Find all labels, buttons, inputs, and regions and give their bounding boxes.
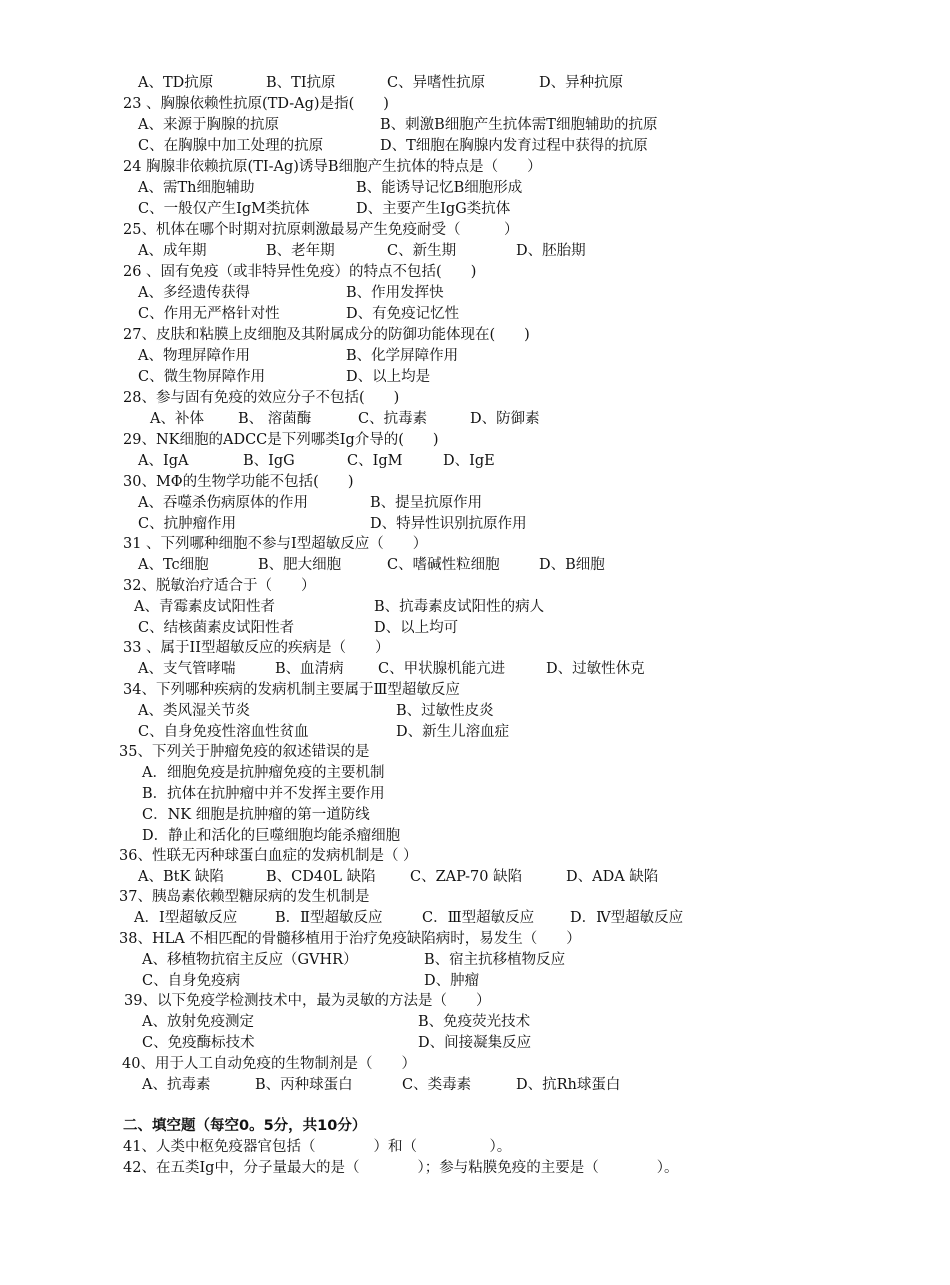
option-d: D、防御素 [470, 411, 540, 427]
question-text: 25、机体在哪个时期对抗原刺激最易产生免疫耐受（ ） [123, 222, 519, 238]
option-d: D、有免疫记忆性 [346, 306, 460, 322]
question-text: 23 、胸腺依赖性抗原(TD-Ag)是指( ) [123, 96, 389, 112]
option-a: A、多经遗传获得 [138, 285, 250, 301]
option-c: C、自身免疫病 [142, 973, 241, 989]
option-c: C、在胸腺中加工处理的抗原 [138, 138, 324, 154]
option-d: D、异种抗原 [539, 75, 624, 91]
option-d: D、特异性识别抗原作用 [370, 516, 527, 532]
question-text: 33 、属于II型超敏反应的疾病是（ ） [123, 640, 390, 656]
question-text: 32、脱敏治疗适合于（ ） [123, 578, 316, 594]
option-b: B、肥大细胞 [258, 557, 342, 573]
question-text: 29、NK细胞的ADCC是下列哪类Ig介导的( ) [123, 432, 439, 448]
option-a: A、抗毒素 [142, 1077, 211, 1093]
option-c: C．NK 细胞是抗肿瘤的第一道防线 [142, 807, 370, 823]
question-text: 26 、固有免疫（或非特异性免疫）的特点不包括( ) [123, 264, 477, 280]
option-a: A、吞噬杀伤病原体的作用 [138, 495, 308, 511]
option-a: A、TD抗原 [138, 75, 214, 91]
option-c: C、新生期 [387, 243, 457, 259]
option-d: D、新生儿溶血症 [396, 724, 510, 740]
option-c: C．Ⅲ型超敏反应 [422, 910, 535, 926]
option-b: B、提呈抗原作用 [370, 495, 483, 511]
option-c: C、甲状腺机能亢进 [378, 661, 506, 677]
option-b: B、血清病 [275, 661, 344, 677]
question-text: 28、参与固有免疫的效应分子不包括( ) [123, 390, 400, 406]
option-c: C、ZAP-70 缺陷 [410, 869, 523, 885]
option-d: D、间接凝集反应 [418, 1035, 532, 1051]
option-b: B、IgG [243, 453, 295, 469]
option-b: B、丙种球蛋白 [255, 1077, 353, 1093]
option-b: B、免疫荧光技术 [418, 1014, 531, 1030]
option-a: A、放射免疫测定 [142, 1014, 254, 1030]
option-d: D、以上均是 [346, 369, 431, 385]
option-b: B、刺激B细胞产生抗体需T细胞辅助的抗原 [380, 117, 658, 133]
option-a: A、物理屏障作用 [138, 348, 250, 364]
option-b: B．Ⅱ型超敏反应 [275, 910, 383, 926]
option-d: D、肿瘤 [424, 973, 480, 989]
option-a: A、类风湿关节炎 [138, 703, 250, 719]
option-b: B．抗体在抗肿瘤中并不发挥主要作用 [142, 786, 385, 802]
option-a: A、需Th细胞辅助 [138, 180, 255, 196]
option-a: A、移植物抗宿主反应（GVHR） [142, 952, 358, 968]
question-text: 40、用于人工自动免疫的生物制剂是（ ） [122, 1056, 416, 1072]
option-d: D、B细胞 [539, 557, 605, 573]
option-b: B、宿主抗移植物反应 [424, 952, 566, 968]
option-a: A．细胞免疫是抗肿瘤免疫的主要机制 [142, 765, 385, 781]
option-d: D、ADA 缺陷 [566, 869, 659, 885]
option-c: C、IgM [347, 453, 403, 469]
option-a: A、支气管哮喘 [138, 661, 236, 677]
option-a: A、Tc细胞 [138, 557, 209, 573]
option-c: C、免疫酶标技术 [142, 1035, 255, 1051]
option-c: C、抗肿瘤作用 [138, 516, 237, 532]
option-d: D、T细胞在胸腺内发育过程中获得的抗原 [380, 138, 648, 154]
option-c: C、抗毒素 [358, 411, 428, 427]
question-text: 41、人类中枢免疫器官包括（ ）和（ ）。 [123, 1139, 512, 1155]
option-b: B、化学屏障作用 [346, 348, 459, 364]
option-c: C、类毒素 [402, 1077, 472, 1093]
question-text: 38、HLA 不相匹配的骨髓移植用于治疗免疫缺陷病时，易发生（ ） [119, 931, 581, 947]
option-a: A、成年期 [138, 243, 207, 259]
option-c: C、嗜碱性粒细胞 [387, 557, 500, 573]
option-b: B、TI抗原 [266, 75, 336, 91]
option-b: B、作用发挥快 [346, 285, 444, 301]
section-title: 二、填空题（每空0。5分，共10分） [123, 1118, 367, 1134]
question-text: 37、胰岛素依赖型糖尿病的发生机制是 [119, 889, 370, 905]
option-a: A、来源于胸腺的抗原 [138, 117, 279, 133]
option-a: A．Ⅰ型超敏反应 [134, 910, 238, 926]
question-text: 35、下列关于肿瘤免疫的叙述错误的是 [119, 744, 370, 760]
option-d: D．Ⅳ型超敏反应 [570, 910, 684, 926]
question-text: 30、MΦ的生物学功能不包括( ) [123, 474, 354, 490]
question-text: 34、下列哪种疾病的发病机制主要属于Ⅲ型超敏反应 [123, 682, 460, 698]
option-b: B、抗毒素皮试阳性的病人 [374, 599, 545, 615]
option-b: B、过敏性皮炎 [396, 703, 494, 719]
option-c: C、异嗜性抗原 [387, 75, 486, 91]
option-d: D、胚胎期 [516, 243, 586, 259]
option-a: A、BtK 缺陷 [138, 869, 224, 885]
option-d: D、过敏性休克 [546, 661, 645, 677]
option-d: D、抗Rh球蛋白 [516, 1077, 621, 1093]
question-text: 24 胸腺非依赖抗原(TI-Ag)诱导B细胞产生抗体的特点是（ ） [123, 159, 542, 175]
option-a: A、IgA [138, 453, 189, 469]
option-d: D、以上均可 [374, 620, 459, 636]
option-b: B、老年期 [266, 243, 335, 259]
question-text: 39、以下免疫学检测技术中，最为灵敏的方法是（ ） [124, 993, 491, 1009]
option-b: B、 溶菌酶 [238, 411, 312, 427]
option-b: B、能诱导记忆B细胞形成 [356, 180, 523, 196]
option-c: C、结核菌素皮试阳性者 [138, 620, 295, 636]
option-b: B、CD40L 缺陷 [266, 869, 376, 885]
option-d: D、主要产生IgG类抗体 [356, 201, 511, 217]
option-c: C、自身免疫性溶血性贫血 [138, 724, 309, 740]
option-c: C、微生物屏障作用 [138, 369, 266, 385]
question-text: 42、在五类Ig中，分子量最大的是（ ）；参与粘膜免疫的主要是（ ）。 [123, 1160, 679, 1176]
question-text: 31 、下列哪种细胞不参与I型超敏反应（ ） [123, 536, 428, 552]
question-text: 27、皮肤和粘膜上皮细胞及其附属成分的防御功能体现在( ) [123, 327, 530, 343]
option-c: C、一般仅产生IgM类抗体 [138, 201, 310, 217]
question-text: 36、性联无丙种球蛋白血症的发病机制是（ ） [119, 848, 418, 864]
option-a: A、青霉素皮试阳性者 [134, 599, 275, 615]
option-d: D、IgE [443, 453, 495, 469]
option-a: A、补体 [150, 411, 204, 427]
option-c: C、作用无严格针对性 [138, 306, 280, 322]
option-d: D．静止和活化的巨噬细胞均能杀瘤细胞 [142, 828, 401, 844]
